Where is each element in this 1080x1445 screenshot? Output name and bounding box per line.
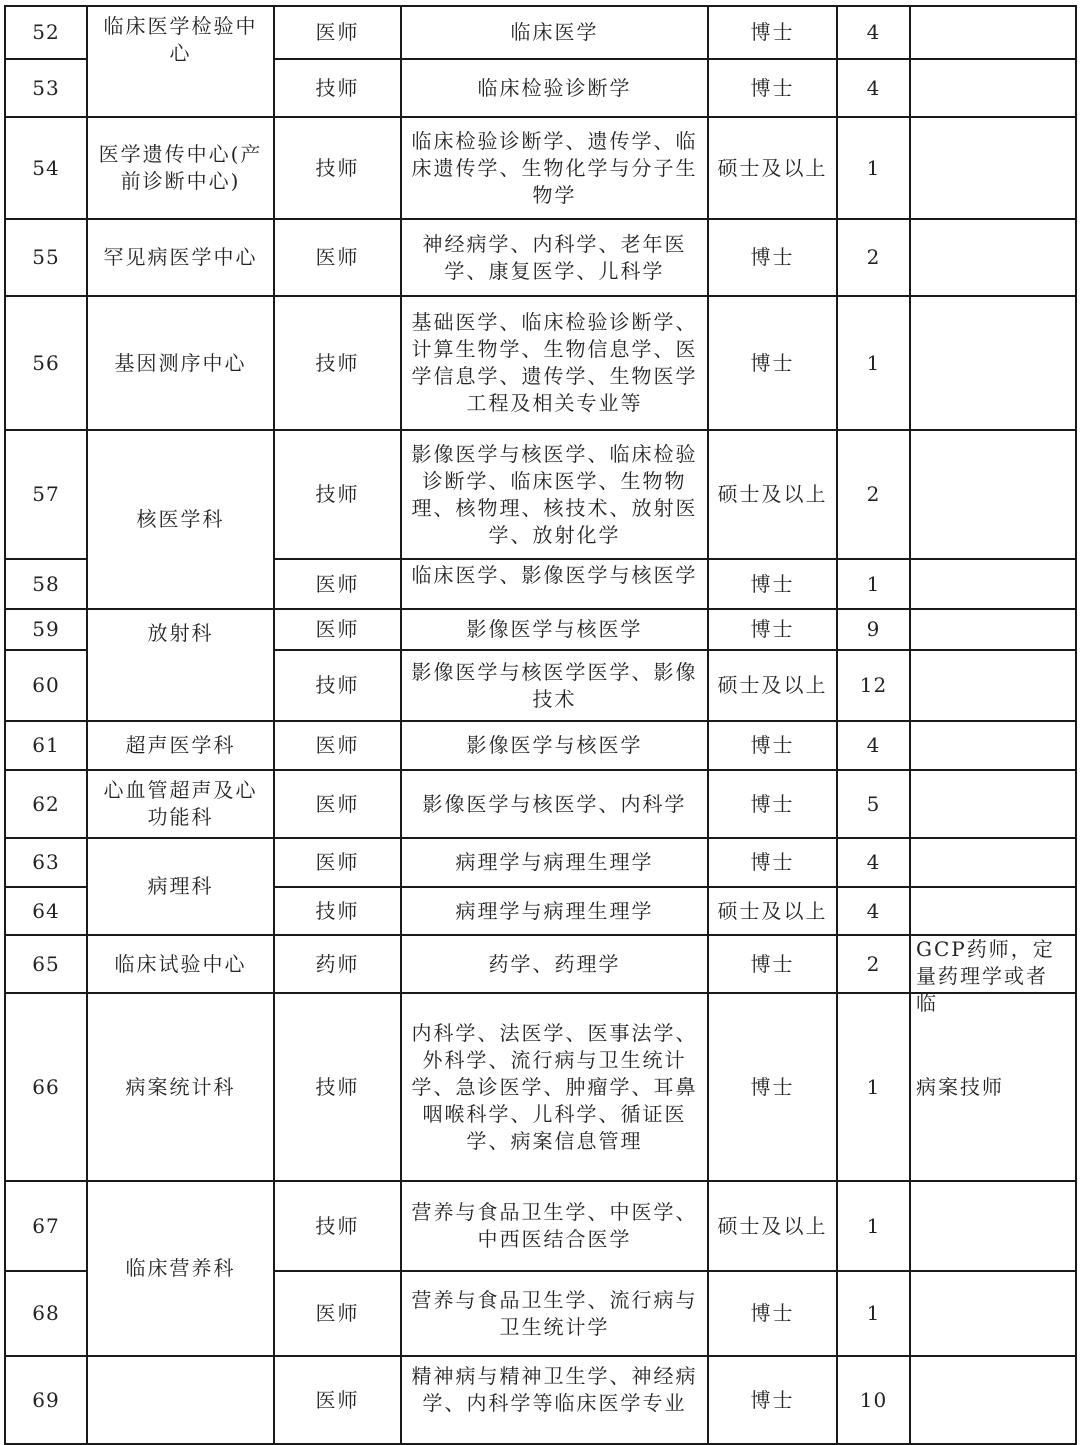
note-cell xyxy=(910,609,1076,650)
count-cell: 2 xyxy=(837,219,910,296)
department-cell: 临床医学检验中心 xyxy=(87,6,274,117)
position-cell: 医师 xyxy=(274,770,401,838)
note-cell xyxy=(910,1356,1076,1444)
recruitment-table-page xyxy=(4,5,1077,1445)
position-cell: 药师 xyxy=(274,935,401,993)
count-cell: 5 xyxy=(837,770,910,838)
major-cell: 影像医学与核医学 xyxy=(401,609,708,650)
department-cell: 基因测序中心 xyxy=(87,296,274,430)
note-cell xyxy=(910,559,1076,609)
count-cell: 12 xyxy=(837,650,910,721)
note-cell xyxy=(910,430,1076,559)
degree-cell: 博士 xyxy=(708,219,837,296)
row-number: 55 xyxy=(5,219,87,296)
major-cell: 影像医学与核医学、内科学 xyxy=(401,770,708,838)
position-cell: 技师 xyxy=(274,650,401,721)
major-cell: 内科学、法医学、医事法学、外科学、流行病与卫生统计学、急诊医学、肿瘤学、耳鼻咽喉科学、儿科学、循证医学、病案信息管理 xyxy=(401,993,708,1181)
major-cell: 影像医学与核医学 xyxy=(401,721,708,770)
note-cell xyxy=(910,838,1076,887)
table-row xyxy=(5,935,1076,993)
count-cell: 4 xyxy=(837,887,910,935)
note-cell xyxy=(910,935,1076,1015)
row-number: 69 xyxy=(5,1356,87,1444)
note-cell xyxy=(910,721,1076,770)
count-cell: 1 xyxy=(837,559,910,609)
degree-cell: 硕士及以上 xyxy=(708,887,837,935)
department-cell: 临床试验中心 xyxy=(87,935,274,993)
major-cell: 临床检验诊断学、遗传学、临床遗传学、生物化学与分子生物学 xyxy=(401,117,708,219)
position-cell: 技师 xyxy=(274,117,401,219)
note-cell xyxy=(910,117,1076,219)
department-cell: 核医学科 xyxy=(87,430,274,609)
department-cell: 临床营养科 xyxy=(87,1181,274,1356)
table-row xyxy=(5,6,1076,59)
degree-cell: 博士 xyxy=(708,6,837,59)
table-row xyxy=(5,219,1076,296)
department-cell xyxy=(87,1356,274,1444)
position-cell: 技师 xyxy=(274,59,401,117)
department-cell: 超声医学科 xyxy=(87,721,274,770)
major-cell xyxy=(401,1356,708,1444)
position-cell: 医师 xyxy=(274,1271,401,1356)
position-cell: 医师 xyxy=(274,609,401,650)
degree-cell: 博士 xyxy=(708,1356,837,1444)
major-cell: 神经病学、内科学、老年医学、康复医学、儿科学 xyxy=(401,219,708,296)
table-row xyxy=(5,117,1076,219)
major-cell xyxy=(401,559,708,609)
position-cell: 医师 xyxy=(274,838,401,887)
row-number: 53 xyxy=(5,59,87,117)
note-cell: 病案技师 xyxy=(910,993,1076,1181)
table-row xyxy=(5,838,1076,887)
row-number: 52 xyxy=(5,6,87,59)
count-cell: 1 xyxy=(837,1181,910,1271)
row-number: 68 xyxy=(5,1271,87,1356)
row-number: 65 xyxy=(5,935,87,993)
major-cell: 影像医学与核医学医学、影像技术 xyxy=(401,650,708,721)
row-number: 64 xyxy=(5,887,87,935)
count-cell: 2 xyxy=(837,430,910,559)
position-cell: 医师 xyxy=(274,219,401,296)
count-cell: 10 xyxy=(837,1356,910,1444)
count-cell: 1 xyxy=(837,296,910,430)
degree-cell: 硕士及以上 xyxy=(708,650,837,721)
degree-cell: 硕士及以上 xyxy=(708,117,837,219)
note-text: GCP药师，定量药理学或者临 xyxy=(916,937,1055,1015)
count-cell: 4 xyxy=(837,721,910,770)
count-cell: 1 xyxy=(837,1271,910,1356)
row-number: 60 xyxy=(5,650,87,721)
department-cell: 心血管超声及心功能科 xyxy=(87,770,274,838)
degree-cell: 硕士及以上 xyxy=(708,1181,837,1271)
position-cell: 医师 xyxy=(274,6,401,59)
position-cell: 医师 xyxy=(274,559,401,609)
degree-cell: 博士 xyxy=(708,838,837,887)
degree-cell: 硕士及以上 xyxy=(708,430,837,559)
row-number: 57 xyxy=(5,430,87,559)
count-cell: 2 xyxy=(837,935,910,993)
note-cell xyxy=(910,59,1076,117)
major-cell: 营养与食品卫生学、中医学、中西医结合医学 xyxy=(401,1181,708,1271)
department-cell: 医学遗传中心(产前诊断中心) xyxy=(87,117,274,219)
degree-cell: 博士 xyxy=(708,609,837,650)
major-cell: 营养与食品卫生学、流行病与卫生统计学 xyxy=(401,1271,708,1356)
position-cell: 医师 xyxy=(274,721,401,770)
recruitment-table xyxy=(4,5,1077,1445)
position-cell: 技师 xyxy=(274,993,401,1181)
major-cell: 病理学与病理生理学 xyxy=(401,887,708,935)
row-number: 56 xyxy=(5,296,87,430)
note-cell xyxy=(910,219,1076,296)
table-row xyxy=(5,770,1076,838)
degree-cell: 博士 xyxy=(708,770,837,838)
position-cell: 技师 xyxy=(274,430,401,559)
major-text: 临床医学、影像医学与核医学 xyxy=(411,563,698,587)
department-cell: 放射科 xyxy=(87,609,274,721)
position-cell: 技师 xyxy=(274,887,401,935)
note-cell xyxy=(910,1181,1076,1271)
note-cell xyxy=(910,6,1076,59)
row-number: 58 xyxy=(5,559,87,609)
count-cell: 4 xyxy=(837,838,910,887)
major-cell: 影像医学与核医学、临床检验诊断学、临床医学、生物物理、核物理、核技术、放射医学、放射化学 xyxy=(401,430,708,559)
row-number: 63 xyxy=(5,838,87,887)
row-number: 62 xyxy=(5,770,87,838)
degree-cell: 博士 xyxy=(708,559,837,609)
table-row xyxy=(5,993,1076,1181)
department-cell: 病理科 xyxy=(87,838,274,935)
table-row xyxy=(5,721,1076,770)
note-cell xyxy=(910,887,1076,935)
count-cell: 9 xyxy=(837,609,910,650)
major-cell: 基础医学、临床检验诊断学、计算生物学、生物信息学、医学信息学、遗传学、生物医学工程及相关专业等 xyxy=(401,296,708,430)
position-cell: 技师 xyxy=(274,1181,401,1271)
note-cell xyxy=(910,770,1076,838)
row-number: 59 xyxy=(5,609,87,650)
degree-cell: 博士 xyxy=(708,296,837,430)
degree-cell: 博士 xyxy=(708,721,837,770)
row-number: 54 xyxy=(5,117,87,219)
row-number: 67 xyxy=(5,1181,87,1271)
position-cell: 医师 xyxy=(274,1356,401,1444)
note-cell xyxy=(910,650,1076,721)
major-cell: 药学、药理学 xyxy=(401,935,708,993)
degree-cell: 博士 xyxy=(708,59,837,117)
degree-cell: 博士 xyxy=(708,993,837,1181)
table-row xyxy=(5,430,1076,559)
table-row xyxy=(5,296,1076,430)
degree-cell: 博士 xyxy=(708,935,837,993)
major-cell: 临床医学 xyxy=(401,6,708,59)
department-cell: 罕见病医学中心 xyxy=(87,219,274,296)
major-text: 精神病与精神卫生学、神经病学、内科学等临床医学专业 xyxy=(411,1364,698,1415)
table-row xyxy=(5,609,1076,650)
note-cell xyxy=(910,1271,1076,1356)
row-number: 66 xyxy=(5,993,87,1181)
table-row xyxy=(5,1181,1076,1271)
table-row xyxy=(5,1356,1076,1444)
degree-cell: 博士 xyxy=(708,1271,837,1356)
count-cell: 4 xyxy=(837,6,910,59)
count-cell: 1 xyxy=(837,993,910,1181)
major-cell: 临床检验诊断学 xyxy=(401,59,708,117)
count-cell: 4 xyxy=(837,59,910,117)
note-cell xyxy=(910,296,1076,430)
major-cell: 病理学与病理生理学 xyxy=(401,838,708,887)
row-number: 61 xyxy=(5,721,87,770)
position-cell: 技师 xyxy=(274,296,401,430)
department-cell: 病案统计科 xyxy=(87,993,274,1181)
count-cell: 1 xyxy=(837,117,910,219)
